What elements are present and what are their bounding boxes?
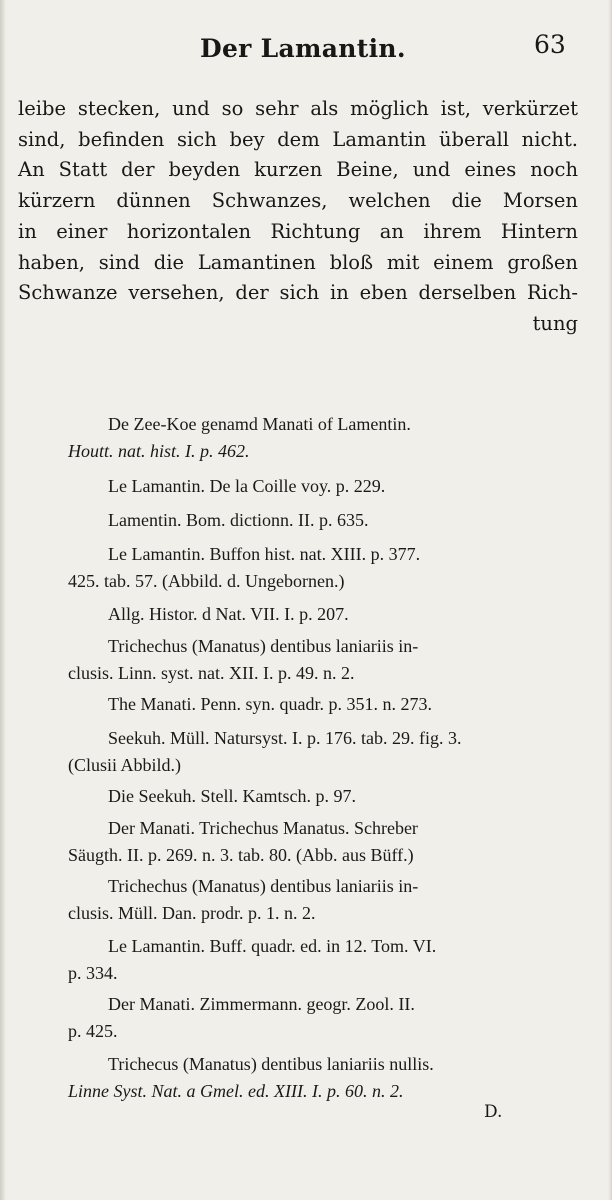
reference-line: clusis. Linn. syst. nat. XII. I. p. 49. n. 2. bbox=[68, 663, 355, 683]
body-line: haben, sind die Lamantinen bloß mit einem großen bbox=[18, 250, 578, 274]
reference-entry bbox=[68, 476, 574, 497]
body-line: in einer horizontalen Richtung an ihrem Hintern bbox=[18, 219, 578, 243]
running-head: Der Lamantin. bbox=[200, 34, 406, 63]
reference-entry bbox=[68, 694, 574, 715]
signature-mark: D. bbox=[484, 1102, 503, 1122]
body-line: kürzern dünnen Schwanzes, welchen die Morsen bbox=[18, 189, 578, 213]
reference-line: Lamentin. Bom. dictionn. II. p. 635. bbox=[108, 510, 369, 530]
reference-entry bbox=[68, 544, 574, 592]
reference-line: De Zee-Koe genamd Manati of Lamentin. bbox=[108, 414, 411, 434]
reference-entry bbox=[68, 604, 574, 625]
reference-line: Linne Syst. Nat. a Gmel. ed. XIII. I. p. 60. n. 2. bbox=[68, 1081, 404, 1101]
reference-line: Trichecus (Manatus) dentibus laniariis nullis. bbox=[108, 1054, 434, 1074]
reference-line: Le Lamantin. Buff. quadr. ed. in 12. Tom. VI. bbox=[108, 936, 437, 956]
reference-line: (Clusii Abbild.) bbox=[68, 755, 182, 775]
reference-line: Le Lamantin. De la Coille voy. p. 229. bbox=[108, 476, 386, 496]
body-line: An Statt der beyden kurzen Beine, und eines noch bbox=[18, 158, 578, 182]
reference-entry bbox=[68, 414, 574, 462]
reference-entry bbox=[68, 510, 574, 531]
reference-line: Die Seekuh. Stell. Kamtsch. p. 97. bbox=[108, 786, 356, 806]
reference-entry bbox=[68, 786, 574, 807]
body-line: sind, befinden sich bey dem Lamantin überall nicht. bbox=[18, 127, 578, 151]
catchword: tung bbox=[532, 311, 578, 335]
reference-entry bbox=[68, 876, 574, 924]
reference-line: p. 334. bbox=[68, 963, 118, 983]
reference-line: Trichechus (Manatus) dentibus laniariis in- bbox=[108, 876, 419, 896]
page-number: 63 bbox=[534, 30, 566, 59]
reference-line: Trichechus (Manatus) dentibus laniariis in- bbox=[108, 636, 419, 656]
reference-line: p. 425. bbox=[68, 1021, 118, 1041]
reference-line: Allg. Histor. d Nat. VII. I. p. 207. bbox=[108, 604, 349, 624]
reference-entry bbox=[68, 728, 574, 776]
reference-line: Säugth. II. p. 269. n. 3. tab. 80. (Abb. aus Büff.) bbox=[68, 845, 414, 865]
reference-entry bbox=[68, 936, 574, 984]
reference-line: The Manati. Penn. syn. quadr. p. 351. n. 273. bbox=[108, 694, 432, 714]
reference-line: clusis. Müll. Dan. prodr. p. 1. n. 2. bbox=[68, 903, 316, 923]
reference-line: Der Manati. Trichechus Manatus. Schreber bbox=[108, 818, 418, 838]
body-line: leibe stecken, und so sehr als möglich ist, verkürzet bbox=[18, 97, 578, 120]
body-paragraph bbox=[18, 94, 578, 340]
reference-line: Der Manati. Zimmermann. geogr. Zool. II. bbox=[108, 994, 415, 1014]
reference-line: Seekuh. Müll. Natursyst. I. p. 176. tab. 29. fig. 3. bbox=[108, 728, 462, 748]
reference-line: 425. tab. 57. (Abbild. d. Ungebornen.) bbox=[68, 571, 345, 591]
reference-entry bbox=[68, 994, 574, 1042]
reference-entry bbox=[68, 636, 574, 684]
page-edge-left bbox=[0, 0, 6, 1200]
reference-entry bbox=[68, 1054, 574, 1102]
reference-line: Houtt. nat. hist. I. p. 462. bbox=[68, 441, 250, 461]
reference-entry bbox=[68, 818, 574, 866]
reference-line: Le Lamantin. Buffon hist. nat. XIII. p. 377. bbox=[108, 544, 421, 564]
body-line: Schwanze versehen, der sich in eben derselben Rich- bbox=[18, 281, 578, 305]
page-edge-right bbox=[608, 0, 612, 1200]
